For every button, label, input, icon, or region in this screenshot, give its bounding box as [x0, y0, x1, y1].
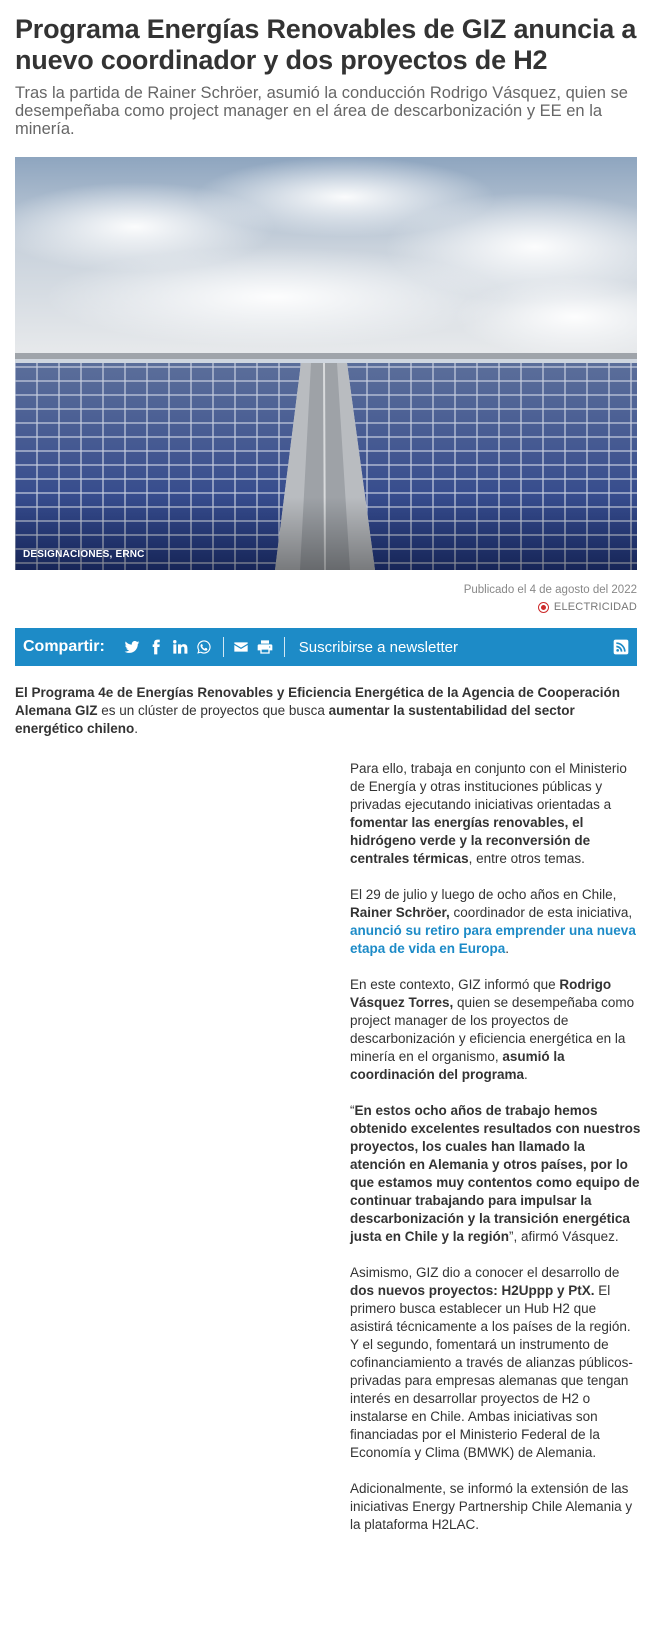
divider: [284, 637, 285, 657]
body-paragraph: [350, 886, 642, 958]
article-body: [350, 760, 642, 1552]
body-text: “: [350, 1103, 355, 1118]
body-text: quien se desempeñaba como project manager de los proyectos de descarbonización y eficiencia energética en la minería en el organismo,: [350, 995, 635, 1064]
body-text: El 29 de julio y luego de ocho años en Chile,: [350, 887, 617, 902]
share-label: Compartir:: [23, 638, 105, 655]
article-subheadline: Tras la partida de Rainer Schröer, asumió la conducción Rodrigo Vásquez, quien se desempeñaba como project manager en el área de descarbonización y EE en la minería.: [15, 84, 628, 138]
body-paragraph: [350, 1480, 642, 1534]
solar-panels-photo: [15, 157, 637, 570]
quote-paragraph: [350, 1102, 642, 1246]
body-text: .: [524, 1067, 528, 1082]
body-paragraph: [350, 760, 642, 868]
body-text: El primero busca establecer un Hub H2 que asistirá técnicamente a los países de la región. Y el segundo, fomentará un instrumento de cofinanciamiento a través de alianzas públicos-privadas para empresas alemanas que tengan interés en desarrollar proyectos de H2 o instalarse en Chile. Ambas iniciativas son financiadas por el Ministerio Federal de la Economía y Clima (BMWK) de Alemania.: [350, 1283, 633, 1460]
body-text: Adicionalmente, se informó la extensión de las iniciativas Energy Partnership Chile Alemania y la plataforma H2LAC.: [350, 1481, 633, 1532]
linkedin-icon[interactable]: [171, 638, 189, 656]
body-bold: Rainer Schröer,: [350, 905, 450, 920]
retirement-link[interactable]: anunció su retiro para emprender una nueva etapa de vida en Europa: [350, 923, 636, 956]
category-tag[interactable]: [538, 601, 637, 613]
category-label: ELECTRICIDAD: [553, 601, 637, 613]
intro-paragraph: [15, 684, 635, 738]
rss-icon[interactable]: [613, 639, 629, 655]
intro-bold: El Programa 4e de Energías Renovables y Eficiencia Energética de la Agencia de Cooperación Alemana GIZ: [15, 685, 620, 718]
quote-bold: En estos ocho años de trabajo hemos obtenido excelentes resultados con nuestros proyectos, los cuales han llamado la atención en Alemania y otros países, por lo que estamos muy contentos como equipo de continuar trabajando para impulsar la descarbonización y la transición energética justa en Chile y la región: [350, 1103, 641, 1244]
body-text: Para ello, trabaja en conjunto con el Ministerio de Energía y otras instituciones públicas y privadas ejecutando iniciativas orientadas a: [350, 761, 627, 812]
article-headline: Programa Energías Renovables de GIZ anuncia a nuevo coordinador y dos proyectos de H2: [15, 14, 637, 75]
body-text: , entre otros temas.: [468, 851, 585, 866]
published-date: Publicado el 4 de agosto del 2022: [463, 584, 637, 596]
body-text: coordinador de esta iniciativa,: [449, 905, 633, 920]
email-icon[interactable]: [232, 638, 250, 656]
print-icon[interactable]: [256, 638, 274, 656]
body-bold: dos nuevos proyectos: H2Uppp y PtX.: [350, 1283, 595, 1298]
body-text: En este contexto, GIZ informó que: [350, 977, 560, 992]
body-text: .: [505, 941, 510, 956]
share-bar: [15, 628, 637, 666]
facebook-icon[interactable]: [147, 638, 165, 656]
intro-text: es un clúster de proyectos que busca: [97, 703, 329, 718]
electricity-icon: [538, 602, 549, 613]
newsletter-link[interactable]: Suscribirse a newsletter: [298, 638, 459, 656]
body-bold: fomentar las energías renovables, el hidrógeno verde y la reconversión de centrales térmicas: [350, 815, 591, 866]
image-tags[interactable]: DESIGNACIONES, ERNC: [23, 549, 145, 560]
intro-text: .: [134, 721, 139, 736]
body-bold: Rodrigo Vásquez Torres,: [350, 977, 612, 1010]
divider: [223, 637, 224, 657]
body-paragraph: [350, 976, 642, 1084]
hero-image[interactable]: [15, 157, 637, 570]
body-text: Asimismo, GIZ dio a conocer el desarrollo de: [350, 1265, 620, 1280]
intro-bold: aumentar la sustentabilidad del sector energético chileno: [15, 703, 575, 736]
body-paragraph: [350, 1264, 642, 1462]
body-text: ”, afirmó Vásquez.: [509, 1229, 619, 1244]
whatsapp-icon[interactable]: [195, 638, 213, 656]
twitter-icon[interactable]: [123, 638, 141, 656]
body-bold: asumió la coordinación del programa: [350, 1049, 565, 1082]
